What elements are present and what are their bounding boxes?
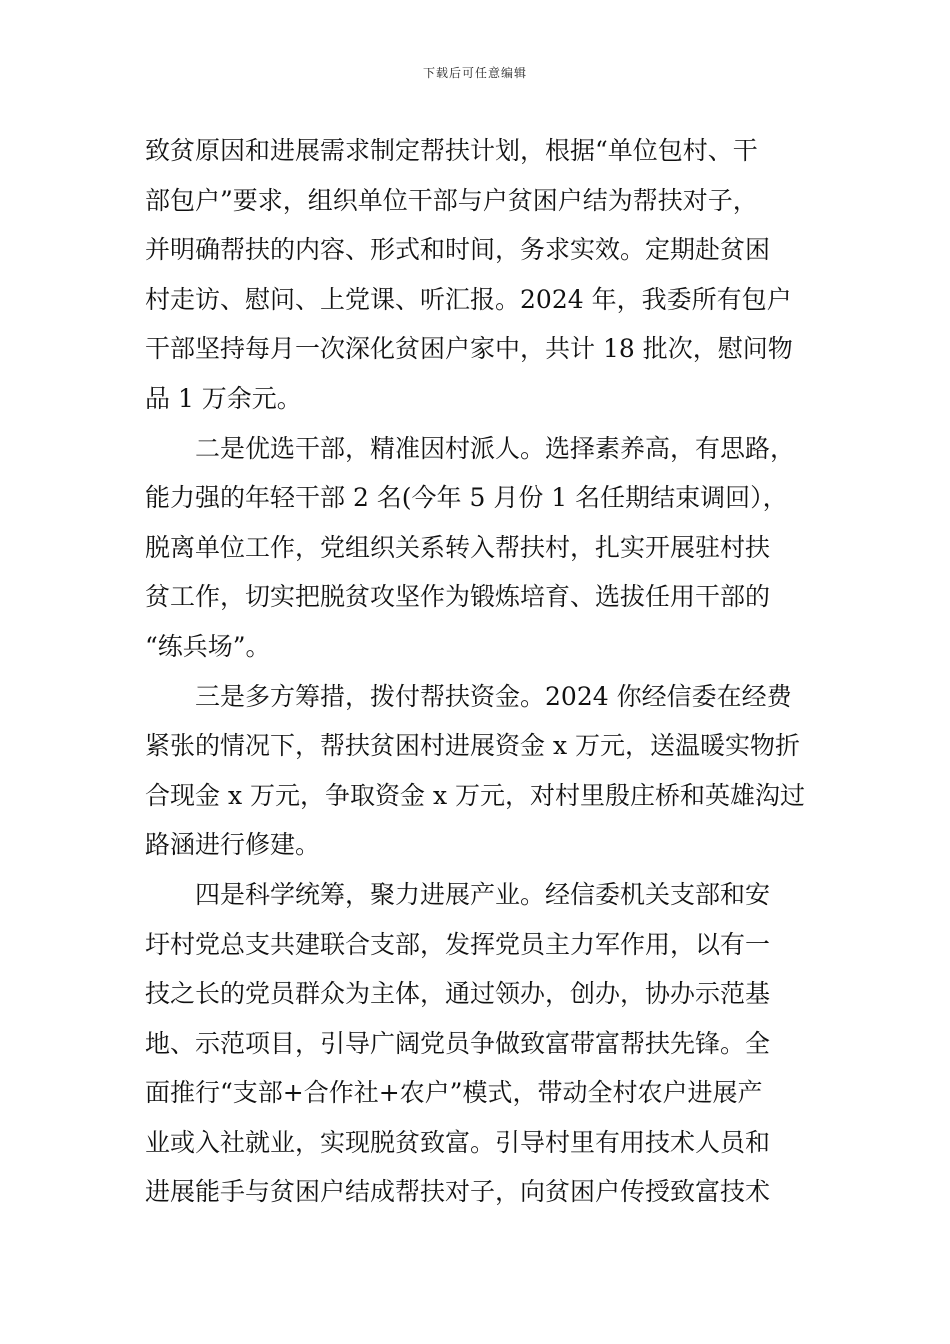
text-line: 三是多方筹措，拨付帮扶资金。2024 你经信委在经费 — [145, 681, 792, 711]
text-line: 路涵进行修建。 — [145, 830, 321, 860]
text-line: 进展能手与贫困户结成帮扶对子，向贫困户传授致富技术 — [145, 1177, 771, 1207]
text-line: 四是科学统筹，聚力进展产业。经信委机关支部和安 — [145, 879, 771, 909]
text-line: “练兵场”。 — [145, 631, 271, 661]
text-line: 脱离单位工作，党组织关系转入帮扶村，扎实开展驻村扶 — [145, 532, 771, 562]
text-line: 并明确帮扶的内容、形式和时间，务求实效。定期赴贫困 — [145, 235, 771, 265]
text-line: 二是优选干部，精准因村派人。选择素养高，有思路， — [145, 433, 796, 463]
text-line: 致贫原因和进展需求制定帮扶计划，根据“单位包村、干 — [145, 136, 758, 165]
text-line: 圩村党总支共建联合支部，发挥党员主力军作用，以有一 — [145, 929, 771, 959]
text-line: 合现金 x 万元，争取资金 x 万元，对村里殷庄桥和英雄沟过 — [145, 780, 805, 810]
text-line: 部包户”要求，组织单位干部与户贫困户结为帮扶对子， — [145, 185, 758, 215]
text-line: 面推行“支部+合作社+农户”模式，带动全村农户进展产 — [145, 1078, 763, 1108]
text-line: 贫工作，切实把脱贫攻坚作为锻炼培育、选拔任用干部的 — [145, 582, 771, 612]
text-line: 紧张的情况下，帮扶贫困村进展资金 x 万元，送温暖实物折 — [145, 731, 800, 761]
text-line: 干部坚持每月一次深化贫困户家中，共计 18 批次，慰问物 — [145, 334, 793, 364]
text-line: 地、示范项目，引导广阔党员争做致富带富帮扶先锋。全 — [145, 1028, 771, 1058]
text-line: 业或入社就业，实现脱贫致富。引导村里有用技术人员和 — [145, 1127, 771, 1157]
page-header: 下载后可任意编辑 — [422, 66, 527, 80]
document-body — [145, 126, 825, 1217]
text-line: 能力强的年轻干部 2 名(今年 5 月份 1 名任期结束调回）， — [145, 483, 788, 513]
text-line: 品 1 万余元。 — [145, 383, 302, 413]
text-line: 技之长的党员群众为主体，通过领办，创办，协办示范基 — [145, 979, 771, 1009]
text-line: 村走访、慰问、上党课、听汇报。2024 年，我委所有包户 — [145, 284, 792, 314]
